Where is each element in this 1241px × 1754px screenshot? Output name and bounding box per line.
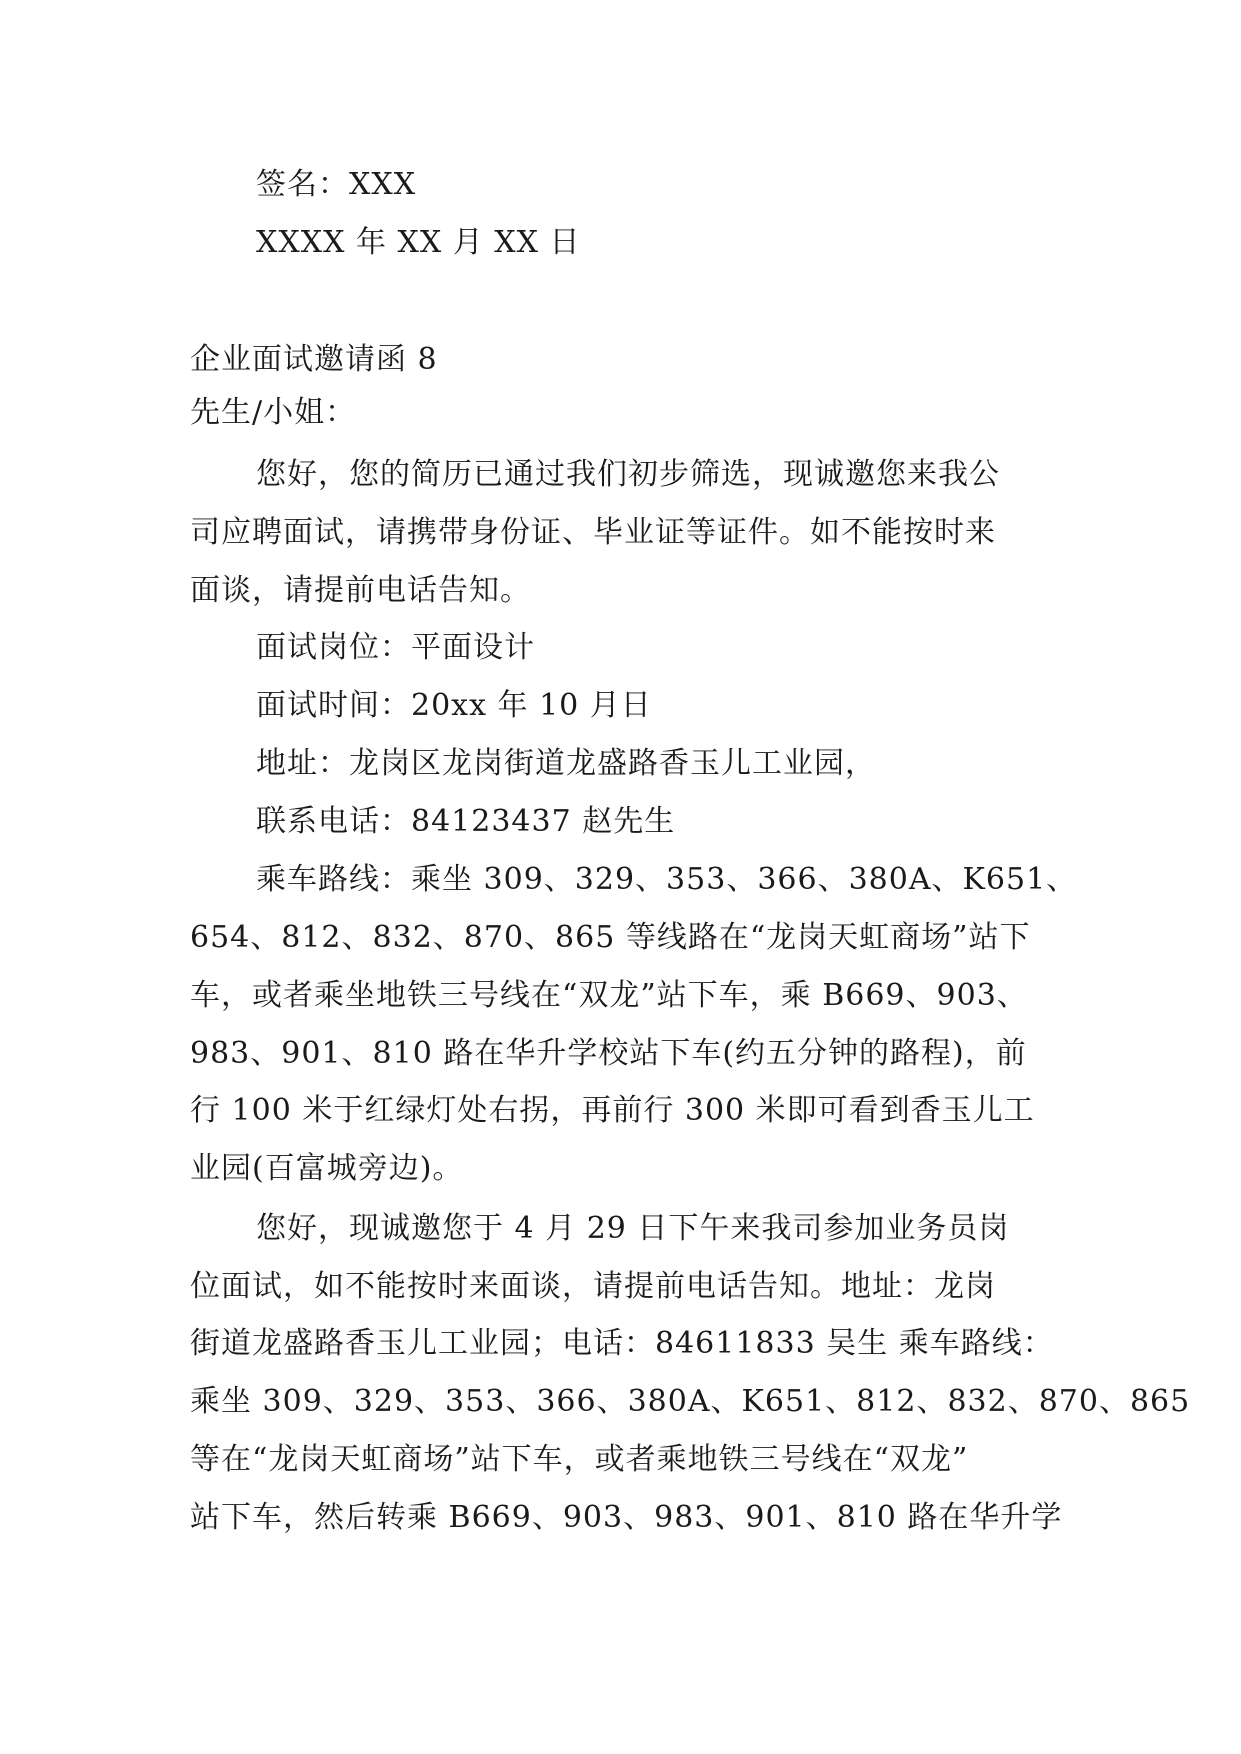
interview-position: 面试岗位：平面设计 — [256, 630, 535, 665]
salutation: 先生/小姐： — [190, 395, 357, 430]
interview-address: 地址：龙岗区龙岗街道龙盛路香玉儿工业园， — [256, 746, 876, 781]
route-line: 983、901、810 路在华升学校站下车(约五分钟的路程)，前 — [190, 1036, 1027, 1071]
route-line: 业园(百富城旁边)。 — [190, 1151, 464, 1186]
route-line: 乘车路线：乘坐 309、329、353、366、380A、K651、 — [256, 862, 1078, 897]
paragraph1-line: 面谈，请提前电话告知。 — [190, 573, 531, 608]
letter-title: 企业面试邀请函 8 — [190, 342, 438, 377]
signature-date: XXXX 年 XX 月 XX 日 — [256, 225, 581, 260]
paragraph2-line: 等在“龙岗天虹商场”站下车，或者乘地铁三号线在“双龙” — [190, 1442, 969, 1477]
paragraph2-line: 乘坐 309、329、353、366、380A、K651、812、832、870、865 — [190, 1384, 1191, 1419]
contact-phone: 联系电话：84123437 赵先生 — [256, 804, 676, 839]
interview-time: 面试时间：20xx 年 10 月日 — [256, 688, 652, 723]
paragraph2-line: 站下车，然后转乘 B669、903、983、901、810 路在华升学 — [190, 1500, 1063, 1535]
route-line: 车，或者乘坐地铁三号线在“双龙”站下车，乘 B669、903、 — [190, 978, 1028, 1013]
paragraph1-line: 您好，您的简历已通过我们初步筛选，现诚邀您来我公 — [256, 457, 1000, 492]
route-line: 654、812、832、870、865 等线路在“龙岗天虹商场”站下 — [190, 920, 1031, 955]
paragraph1-line: 司应聘面试，请携带身份证、毕业证等证件。如不能按时来 — [190, 515, 996, 550]
paragraph2-line: 位面试，如不能按时来面谈，请提前电话告知。地址：龙岗 — [190, 1269, 996, 1304]
route-line: 行 100 米于红绿灯处右拐，再前行 300 米即可看到香玉儿工 — [190, 1093, 1035, 1128]
paragraph2-line: 您好，现诚邀您于 4 月 29 日下午来我司参加业务员岗 — [256, 1211, 1010, 1246]
signature-label: 签名：XXX — [256, 167, 417, 202]
paragraph2-line: 街道龙盛路香玉儿工业园；电话：84611833 吴生 乘车路线： — [190, 1326, 1054, 1361]
